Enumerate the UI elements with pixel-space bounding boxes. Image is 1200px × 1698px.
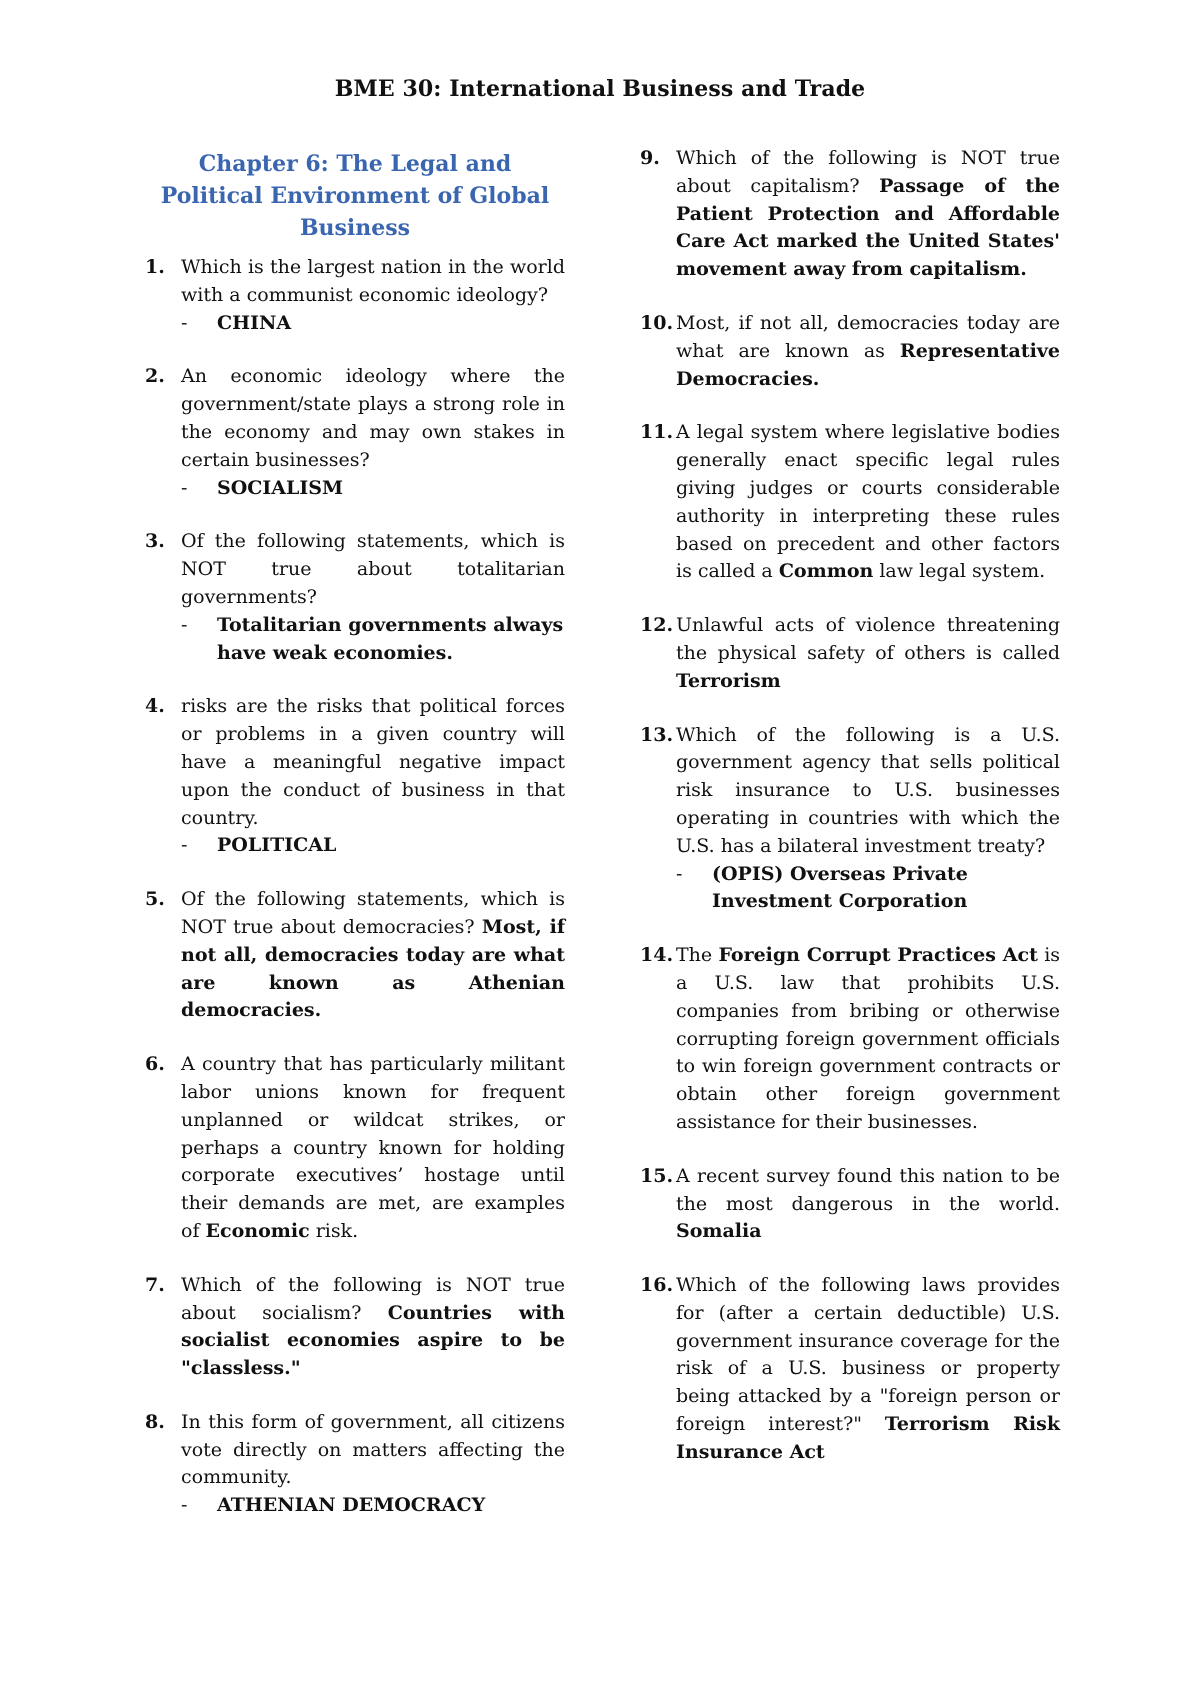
- inline-answer: Foreign Corrupt Practices Act: [718, 944, 1038, 967]
- question-item: [145, 693, 565, 860]
- inline-answer: Countries with socialist economies aspire to be "classless.": [181, 1301, 565, 1380]
- question-prompt: Most, if not all, democracies today are what are known as: [676, 311, 1060, 362]
- question-item: [145, 1272, 565, 1383]
- question-tail: law legal system.: [879, 560, 1046, 583]
- answer-line: [181, 310, 565, 338]
- question-item: [640, 419, 1060, 586]
- answer-text: CHINA: [217, 311, 292, 334]
- answer-text: ATHENIAN DEMOCRACY: [217, 1494, 486, 1517]
- question-text: [676, 145, 1060, 284]
- question-number: 13.: [640, 723, 674, 746]
- question-prompt: A country that has particularly militant labor unions known for frequent unplanned or wildcat strikes, or perhaps a country known for holding corporate executives’ hostage until their demands are met, are examples of: [181, 1053, 565, 1242]
- question-lead: The: [676, 944, 713, 967]
- inline-answer: Representative Democracies.: [676, 339, 1060, 390]
- question-number: 2.: [145, 365, 165, 388]
- question-prompt: In this form of government, all citizens vote directly on matters affecting the community.: [181, 1410, 565, 1489]
- question-list-left: [145, 254, 565, 1520]
- question-item: [145, 1409, 565, 1520]
- question-item: [145, 363, 565, 502]
- question-prompt: Which of the following is a U.S. government agency that sells political risk insurance to U.S. businesses operating in countries with which the U.S. has a bilateral investment treaty?: [676, 723, 1060, 857]
- inline-answer: Terrorism: [676, 669, 781, 692]
- answer-dash: -: [181, 613, 188, 636]
- question-number: 9.: [640, 147, 660, 169]
- question-number: 4.: [145, 695, 165, 718]
- question-number: 5.: [145, 888, 165, 911]
- answer-dash: -: [181, 1494, 188, 1517]
- answer-text: SOCIALISM: [217, 476, 344, 499]
- question-prompt: An economic ideology where the government/state plays a strong role in the economy and may own stakes in certain businesses?: [181, 365, 565, 471]
- question-text: [181, 528, 565, 611]
- question-text: [181, 254, 565, 310]
- answer-dash: -: [676, 862, 683, 885]
- inline-answer: Terrorism Risk Insurance Act: [676, 1413, 1060, 1463]
- question-item: [640, 942, 1060, 1137]
- question-text: [676, 310, 1060, 393]
- question-prompt: Of the following statements, which is NOT true about democracies?: [181, 888, 565, 938]
- question-text: [181, 1272, 565, 1383]
- question-number: 10.: [640, 311, 674, 334]
- question-number: 14.: [640, 944, 674, 967]
- question-number: 1.: [145, 256, 165, 278]
- question-number: 8.: [145, 1410, 165, 1433]
- answer-line: [181, 475, 565, 503]
- left-column: [145, 148, 565, 1546]
- question-text: [181, 693, 565, 832]
- question-text: [181, 1051, 565, 1246]
- answer-text: (OPIS) Overseas Private Investment Corporation: [712, 862, 968, 913]
- question-number: 11.: [640, 421, 674, 444]
- question-number: 6.: [145, 1053, 165, 1076]
- chapter-title: Chapter 6: The Legal and Political Environment of Global Business: [160, 151, 550, 241]
- question-prompt: Of the following statements, which is NOT true about totalitarian governments?: [181, 530, 565, 608]
- question-item: [145, 528, 565, 667]
- document-title: BME 30: International Business and Trade: [334, 76, 866, 102]
- question-item: [640, 722, 1060, 917]
- question-prompt: Which is the largest nation in the world with a communist economic ideology?: [181, 256, 565, 306]
- question-prompt: Which of the following laws provides for (after a certain deductible) U.S. government insurance coverage for the risk of a U.S. business or property being attacked by a "foreign person or foreign interest?": [676, 1274, 1060, 1436]
- question-prompt: risks are the risks that political forces or problems in a given country will have a meaningful negative impact upon the conduct of business in that country.: [181, 695, 565, 829]
- question-item: [640, 145, 1060, 284]
- inline-answer: Passage of the Patient Protection and Affordable Care Act marked the United States' movement away from capitalism.: [676, 174, 1061, 281]
- question-text: [181, 886, 565, 1025]
- answer-text: Totalitarian governments always have weak economies.: [217, 613, 564, 664]
- question-prompt: Which of the following is NOT true about capitalism?: [676, 147, 1060, 197]
- question-text: [676, 722, 1060, 861]
- question-number: 15.: [640, 1164, 674, 1187]
- answer-dash: -: [181, 834, 188, 857]
- question-item: [640, 612, 1060, 695]
- right-column: [640, 145, 1060, 1493]
- question-text: [676, 1272, 1060, 1467]
- inline-answer: Most, if not all, democracies today are what are known as Athenian democracies.: [181, 915, 565, 1022]
- question-item: [640, 1163, 1060, 1246]
- question-item: [640, 1272, 1060, 1467]
- answer-line: [676, 861, 1060, 917]
- inline-answer: Somalia: [676, 1220, 762, 1243]
- answer-dash: -: [181, 476, 188, 499]
- question-text: [676, 942, 1060, 1137]
- question-prompt: Which of the following is NOT true about socialism?: [181, 1273, 565, 1324]
- inline-answer: Common: [778, 560, 874, 583]
- question-prompt: Unlawful acts of violence threatening the physical safety of others is called: [676, 614, 1060, 664]
- question-text: [676, 612, 1060, 695]
- answer-line: [181, 612, 565, 668]
- question-text: [676, 419, 1060, 586]
- question-list-right: [640, 145, 1060, 1467]
- inline-answer: Economic: [205, 1219, 310, 1242]
- question-number: 16.: [640, 1274, 674, 1297]
- question-text: [181, 1409, 565, 1492]
- question-tail: risk.: [315, 1219, 359, 1242]
- answer-line: [181, 832, 565, 860]
- answer-line: [181, 1492, 565, 1520]
- question-prompt: A recent survey found this nation to be the most dangerous in the world.: [676, 1164, 1060, 1215]
- question-text: [181, 363, 565, 474]
- question-number: 12.: [640, 614, 674, 637]
- question-item: [145, 254, 565, 337]
- question-prompt: A legal system where legislative bodies generally enact specific legal rules giving judges or courts considerable authority in interpreting these rules based on precedent and other factors is called a: [676, 421, 1060, 583]
- question-text: [676, 1163, 1060, 1246]
- question-tail: is a U.S. law that prohibits U.S. companies from bribing or otherwise corrupting foreign government officials to win foreign government contracts or obtain other foreign government assistance for their businesses.: [676, 944, 1061, 1133]
- answer-dash: -: [181, 311, 188, 334]
- question-item: [145, 886, 565, 1025]
- answer-text: POLITICAL: [217, 834, 337, 857]
- question-number: 7.: [145, 1273, 165, 1296]
- question-number: 3.: [145, 530, 165, 553]
- question-item: [640, 310, 1060, 393]
- question-item: [145, 1051, 565, 1246]
